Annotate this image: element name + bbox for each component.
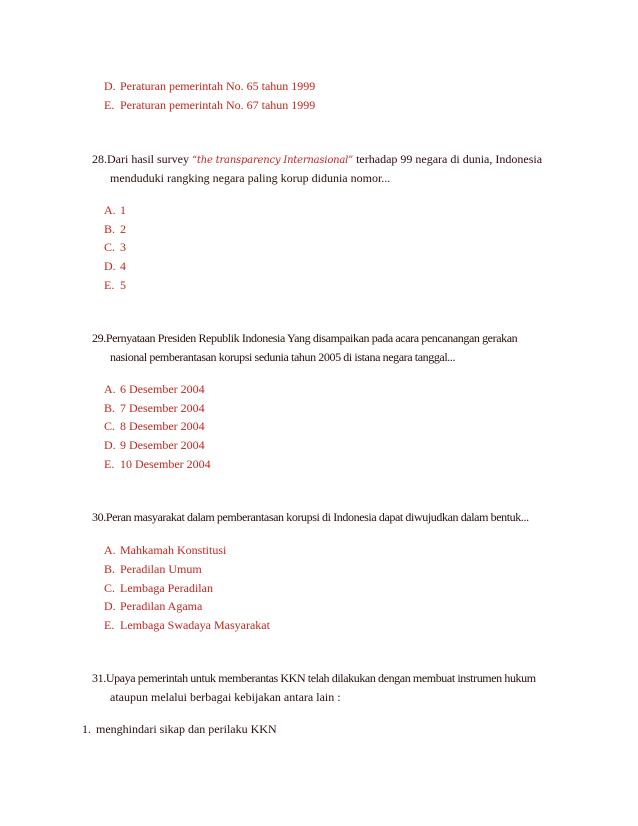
option-letter: C. — [104, 419, 116, 433]
prev-option-d — [104, 79, 315, 93]
option-letter: E. — [104, 278, 115, 292]
option-text: Peraturan pemerintah No. 65 tahun 1999 — [120, 79, 316, 93]
option-text: Lembaga Swadaya Masyarakat — [120, 618, 270, 632]
q30-option-d — [104, 599, 202, 613]
option-letter: C. — [104, 240, 116, 254]
question-28 — [92, 152, 542, 168]
option-text: 9 Desember 2004 — [120, 438, 205, 452]
question-31 — [92, 671, 536, 685]
question-30 — [92, 510, 529, 524]
option-text: 10 Desember 2004 — [120, 457, 211, 471]
q29-option-d — [104, 438, 205, 452]
question-31-line2: ataupun melalui berbagai kebijakan antara lain : — [110, 690, 341, 704]
option-letter: E. — [104, 457, 115, 471]
option-letter: A. — [104, 382, 116, 396]
option-text: 3 — [120, 240, 126, 254]
q28-option-d — [104, 259, 126, 273]
option-letter: D. — [104, 599, 116, 613]
q29-option-c — [104, 419, 205, 433]
option-letter: D. — [104, 259, 116, 273]
q28-option-a — [104, 203, 126, 217]
q31-item-1 — [82, 722, 277, 736]
question-29 — [92, 331, 517, 345]
option-letter: B. — [104, 562, 116, 576]
option-text: 7 Desember 2004 — [120, 401, 205, 415]
option-text: 1 — [120, 203, 126, 217]
question-text: Upaya pemerintah untuk memberantas KKN telah dilakukan dengan membuat instrumen hukum — [105, 671, 536, 685]
q30-option-a — [104, 543, 226, 557]
q29-option-b — [104, 401, 205, 415]
question-29-line2: nasional pemberantasan korupsi sedunia tahun 2005 di istana negara tanggal... — [110, 350, 456, 364]
option-letter: D. — [104, 438, 116, 452]
option-text: 5 — [120, 278, 126, 292]
option-text: 8 Desember 2004 — [120, 419, 205, 433]
option-letter: A. — [104, 543, 116, 557]
option-text: Peradilan Agama — [120, 599, 203, 613]
question-number: 30. — [92, 510, 106, 524]
q30-option-e — [104, 618, 270, 632]
option-letter: E. — [104, 618, 115, 632]
option-letter: C. — [104, 581, 116, 595]
question-number: 31. — [92, 671, 106, 685]
option-letter: A. — [104, 203, 116, 217]
q29-option-a — [104, 382, 205, 396]
option-letter: E. — [104, 98, 115, 112]
option-text: 2 — [120, 222, 126, 236]
question-28-line2: menduduki rangking negara paling korup didunia nomor... — [110, 171, 391, 185]
question-text: Dari hasil survey — [107, 152, 192, 166]
option-text: Peraturan pemerintah No. 67 tahun 1999 — [120, 98, 316, 112]
option-text: 6 Desember 2004 — [120, 382, 205, 396]
q30-option-c — [104, 581, 213, 595]
item-number: 1. — [82, 722, 91, 736]
q28-option-c — [104, 240, 126, 254]
question-text: Pernyataan Presiden Republik Indonesia Yang disampaikan pada acara pencanangan gerakan — [105, 331, 518, 345]
option-letter: B. — [104, 222, 116, 236]
option-text: Peradilan Umum — [120, 562, 202, 576]
q29-option-e — [104, 457, 211, 471]
item-text: menghindari sikap dan perilaku KKN — [96, 722, 277, 736]
option-text: 4 — [120, 259, 126, 273]
question-text: Peran masyarakat dalam pemberantasan korupsi di Indonesia dapat diwujudkan dalam bentuk... — [105, 510, 529, 524]
question-number: 28. — [92, 152, 107, 166]
option-text: Mahkamah Konstitusi — [120, 543, 227, 557]
question-quote: “the transparency Internasional” — [191, 155, 354, 166]
option-letter: D. — [104, 79, 116, 93]
option-text: Lembaga Peradilan — [120, 581, 213, 595]
q30-option-b — [104, 562, 202, 576]
question-number: 29. — [92, 331, 106, 345]
question-text-cont: terhadap 99 negara di dunia, Indonesia — [353, 152, 543, 166]
option-letter: B. — [104, 401, 116, 415]
prev-option-e — [104, 98, 315, 112]
q28-option-e — [104, 278, 126, 292]
q28-option-b — [104, 222, 126, 236]
